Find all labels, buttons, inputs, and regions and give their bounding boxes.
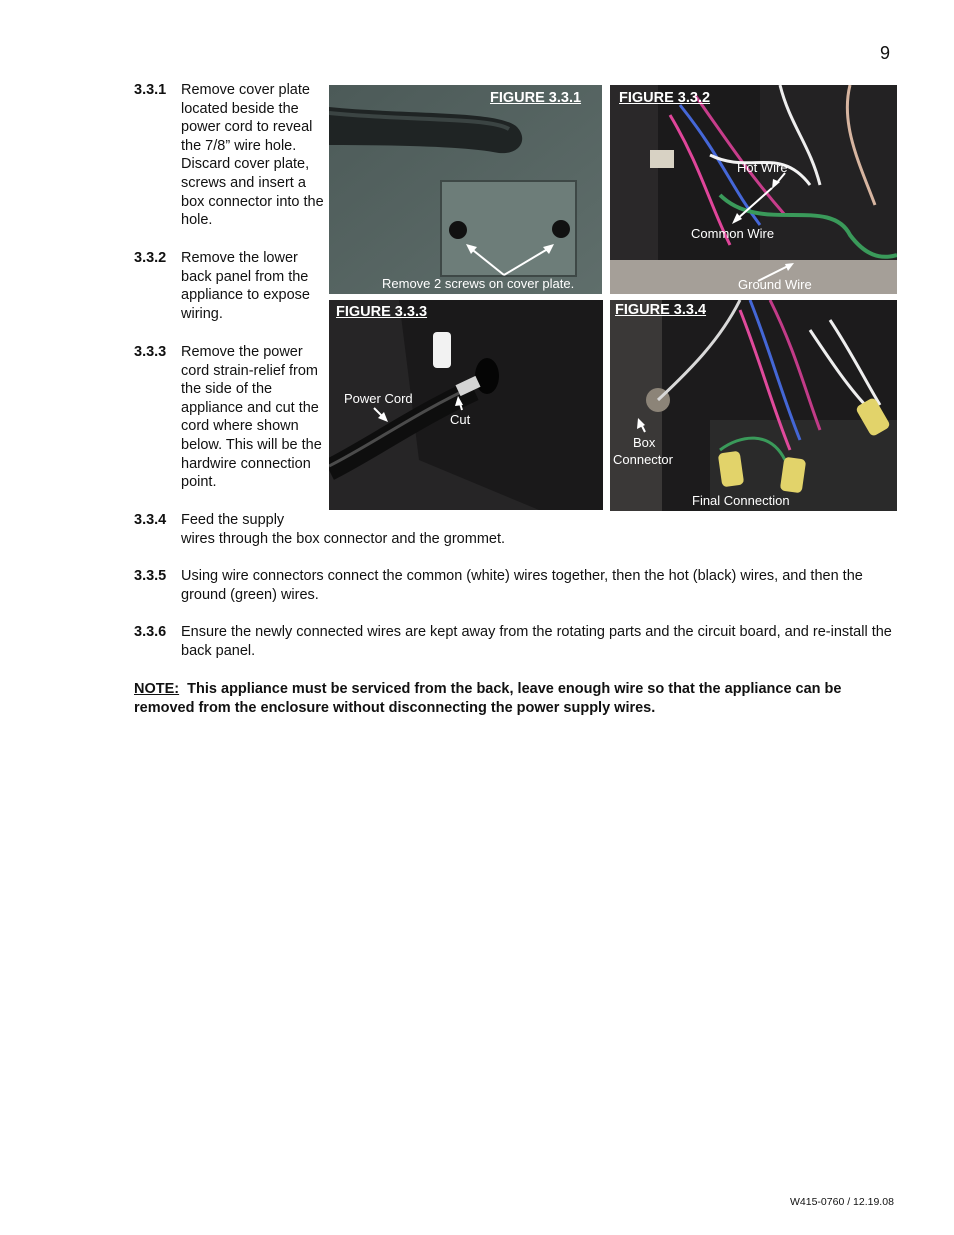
step-text: Ensure the newly connected wires are kept away from the rotating parts and the circuit board, and re-install the back panel.	[181, 624, 892, 659]
step-text: Using wire connectors connect the common (white) wires together, then the hot (black) wires, and then the ground (green) wires.	[181, 568, 863, 603]
step-text-line-1: Feed the supply	[181, 512, 285, 528]
step-number: 3.3.6	[134, 624, 167, 640]
note-text: This appliance must be serviced from the back, leave enough wire so that the appliance can be removed from the enclosure without disconnecting the power supply wires.	[134, 681, 842, 716]
final-connection-photo	[610, 300, 897, 511]
step-number: 3.3.2	[134, 250, 167, 266]
step-text: Remove cover plate located beside the power cord to reveal the 7/8” wire hole. Discard cover plate, screws and insert a box connector into the hole.	[181, 82, 324, 229]
wiring-photo	[610, 85, 897, 294]
figure-3-3-4-photo	[610, 300, 897, 511]
common-wire-label: Common Wire	[691, 226, 775, 241]
figure-3-3-1-photo	[329, 85, 602, 294]
note	[134, 680, 904, 717]
step-number: 3.3.3	[134, 344, 167, 360]
final-connection-label: Final Connection	[692, 493, 790, 508]
ground-wire-label: Ground Wire	[738, 277, 812, 292]
step-text: Remove the power cord strain-relief from the side of the appliance and cut the cord where shown below. This will be the hardwire connection point.	[181, 344, 322, 491]
step-3-3-4	[134, 511, 874, 548]
hot-wire-label: Hot Wire	[737, 160, 788, 175]
connector-label: Connector	[613, 452, 673, 467]
figure-title: FIGURE 3.3.4	[615, 302, 707, 318]
step-3-3-1	[134, 81, 324, 230]
cover-plate-photo	[329, 85, 602, 294]
power-cord-label: Power Cord	[344, 391, 413, 406]
figure-title: FIGURE 3.3.1	[490, 90, 582, 106]
step-3-3-3	[134, 343, 324, 492]
figure-title: FIGURE 3.3.3	[336, 304, 428, 320]
step-3-3-5	[134, 567, 904, 604]
figure-caption: Remove 2 screws on cover plate.	[382, 276, 575, 291]
document-code: W415-0760 / 12.19.08	[790, 1196, 894, 1208]
step-3-3-6	[134, 623, 904, 660]
note-label: NOTE:	[134, 681, 180, 697]
step-number: 3.3.1	[134, 82, 167, 98]
step-text	[181, 511, 874, 548]
box-label: Box	[633, 435, 656, 450]
step-number: 3.3.4	[134, 512, 167, 528]
figure-3-3-3-photo	[329, 300, 603, 510]
cut-label: Cut	[450, 412, 471, 427]
figure-title: FIGURE 3.3.2	[619, 90, 711, 106]
step-3-3-2	[134, 249, 324, 323]
step-text: Remove the lower back panel from the appliance to expose wiring.	[181, 250, 310, 322]
step-number: 3.3.5	[134, 568, 167, 584]
figure-3-3-2-photo	[610, 85, 897, 294]
page-number: 9	[880, 43, 891, 63]
step-text-line-2: wires through the box connector and the grommet.	[181, 530, 506, 547]
